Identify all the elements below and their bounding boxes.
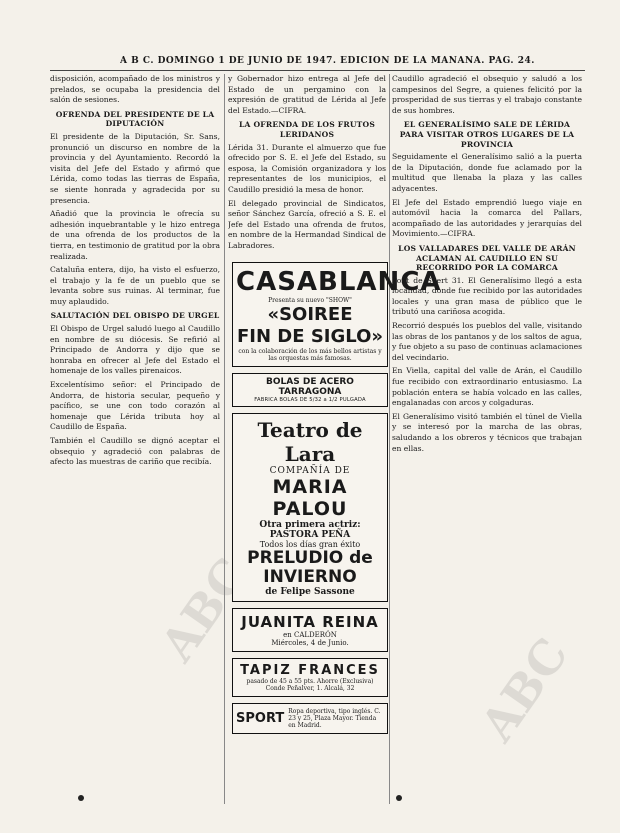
- section-heading: LA OFRENDA DE LOS FRUTOS LERIDANOS: [238, 120, 375, 139]
- header-rule: [50, 70, 585, 71]
- ad-text: Miércoles, 4 de Junio.: [271, 639, 349, 647]
- middle-column: [228, 74, 386, 264]
- article-text: También el Caudillo se dignó aceptar el obsequio y agradeció con palabras de afecto las muestras de cariño que recibía.: [50, 436, 220, 467]
- ad-text: de Felipe Sassone: [265, 587, 355, 597]
- article-text: El Jefe del Estado emprendió luego viaje en automóvil hacia la comarca del Pallars, acompañado de las autoridades y jerarquías del Movimiento.—CIFRA.: [392, 197, 582, 239]
- column-divider: [389, 74, 390, 804]
- registration-mark: [396, 795, 402, 801]
- registration-mark: [78, 795, 84, 801]
- ad-play-title: PRELUDIO de INVIERNO: [247, 548, 373, 587]
- advertisements: [232, 262, 442, 740]
- ad-event: «SOIREE: [267, 304, 353, 325]
- article-text: El Obispo de Urgel saludó luego al Caudillo en nombre de su diócesis. Se refirió al Principado de Andorra y dijo que se honraba en ofrecer al Jefe del Estado el homenaje de los valles pirenaicos.: [50, 324, 220, 376]
- ad-title: SPORT: [236, 711, 285, 726]
- ad-title: JUANITA REINA: [241, 613, 379, 631]
- ad-title: Teatro de Lara: [257, 418, 363, 466]
- article-text: El Generalísimo visitó también el túnel de Viella y se interesó por la marcha de las obras, saludando a los obreros y técnicos que trabajan en ellas.: [392, 411, 582, 453]
- article-text: Seguidamente el Generalísimo salió a la puerta de la Diputación, donde fue aclamado por la multitud que llenaba la plaza y las calles adyacentes.: [392, 152, 582, 193]
- ad-text: pasado de 45 a 55 pts. Ahorre (Exclusiva) Conde Peñalver, 1. Alcalá, 32: [246, 678, 374, 692]
- article-text: y Gobernador hizo entrega al Jefe del Estado de un pergamino con la expresión de gratitud de Lérida al Jefe del Estado.—CIFRA.: [228, 74, 386, 115]
- casablanca-ad: [232, 262, 442, 367]
- ad-text: con la colaboración de los más bellos artistas y las orquestas más famosas.: [238, 348, 382, 362]
- article-text: Recorrió después los pueblos del valle, visitando las obras de los pantanos y de los saltos de agua, y fue objeto a su paso de continuas aclamaciones del vecindario.: [392, 321, 582, 362]
- section-heading: EL GENERALÍSIMO SALE DE LÉRIDA PARA VISITAR OTROS LUGARES DE LA PROVINCIA: [399, 120, 575, 149]
- article-text: Caudillo agradeció el obsequio y saludó a los campesinos del Segre, a quienes felicitó por la prosperidad de sus tierras y el trabajo constante de sus hombres.: [392, 74, 582, 115]
- ad-text: Presenta su nuevo "SHOW": [268, 297, 352, 304]
- sport-ad: [232, 703, 388, 734]
- article-text: disposición, acompañado de los ministros y prelados, se ocupaba la presidencia del salón de sesiones.: [50, 74, 220, 105]
- article-text: En Viella, capital del valle de Arán, el Caudillo fue recibido con extraordinario entusiasmo. La población entera se había volcado en las calles, engalanadas con arcos y colgaduras.: [392, 366, 582, 408]
- bolas-ad: [232, 373, 388, 407]
- tapiz-frances-ad: [232, 658, 388, 697]
- ad-text: PASTORA PEÑA: [269, 530, 351, 540]
- article-text: Cataluña entera, dijo, ha visto el esfuerzo, el trabajo y la fe de un pueblo que se levanta sobre sus ruinas. Al terminar, fue muy aplaudido.: [50, 265, 220, 306]
- watermark: ABC: [470, 628, 579, 751]
- section-heading: OFRENDA DEL PRESIDENTE DE LA DIPUTACIÓN: [55, 109, 215, 129]
- ad-title: CASABLANCA: [236, 267, 442, 297]
- article-text: El delegado provincial de Sindicatos, señor Sánchez García, ofreció a S. E. el Jefe del Estado una ofrenda de frutos, en nombre de la Hermandad Sindical de Labradores.: [228, 198, 386, 250]
- section-heading: LOS VALLADARES DEL VALLE DE ARÁN ACLAMAN AL CAUDILLO EN SU RECORRIDO POR LA COMARCA: [398, 243, 576, 273]
- page-header: A B C. DOMINGO 1 DE JUNIO DE 1947. EDICION DE LA MAÑANA. PAG. 24.: [120, 56, 535, 66]
- column-divider: [224, 74, 225, 804]
- ad-text: COMPAÑÍA DE: [269, 466, 351, 476]
- ad-text: FABRICA BOLAS DE 5/32 a 1/2 PULGADA: [254, 397, 366, 403]
- ad-event: FIN DE SIGLO»: [236, 326, 384, 347]
- ad-text: Ropa deportiva, tipo inglés. C. 23 y 25, Plaza Mayor. Tienda en Madrid.: [288, 708, 381, 729]
- right-column: [392, 74, 582, 804]
- juanita-reina-ad: [232, 608, 388, 652]
- ad-text: en CALDERÓN: [283, 631, 337, 639]
- article-text: Añadió que la provincia le ofrecía su adhesión inquebrantable y le hizo entrega de una ofrenda de los productos de la tierra, en testimonio de gratitud por la obra realizada.: [50, 209, 220, 261]
- ad-text: MARIA PALOU: [272, 476, 348, 520]
- article-text: Pont de Suert 31. El Generalísimo llegó a esta localidad, donde fue recibido por las autoridades locales y una gran masa de público que le tributó una cariñosa acogida.: [392, 275, 582, 317]
- article-text: El presidente de la Diputación, Sr. Sans, pronunció un discurso en nombre de la provincia y del Ayuntamiento. Recordó la visita del Jefe del Estado y afirmó que Lérida, como todas las tierras de España, se siente honrada y agradecida por su presencia.: [50, 131, 220, 205]
- ad-text: Todos los días gran éxito: [259, 540, 361, 549]
- teatro-lara-ad: [232, 413, 388, 602]
- section-heading: SALUTACIÓN DEL OBISPO DE URGEL: [50, 311, 220, 321]
- watermark: ABC: [150, 548, 259, 671]
- left-column: [50, 74, 220, 804]
- ad-title: BOLAS DE ACERO TARRAGONA: [266, 377, 354, 397]
- article-text: Lérida 31. Durante el almuerzo que fue ofrecido por S. E. el Jefe del Estado, su esposa, la Comisión organizadora y los representantes de los municipios, el Caudillo presidió la mesa de honor.: [228, 142, 386, 194]
- article-text: Excelentísimo señor: el Principado de Andorra, de historia secular, pequeño y pacífico, se une con todo corazón al homenaje que Lérida tributa hoy al Caudillo de España.: [50, 380, 220, 432]
- ad-title: TAPIZ FRANCES: [240, 663, 380, 678]
- ad-text: Otra primera actriz:: [259, 520, 361, 530]
